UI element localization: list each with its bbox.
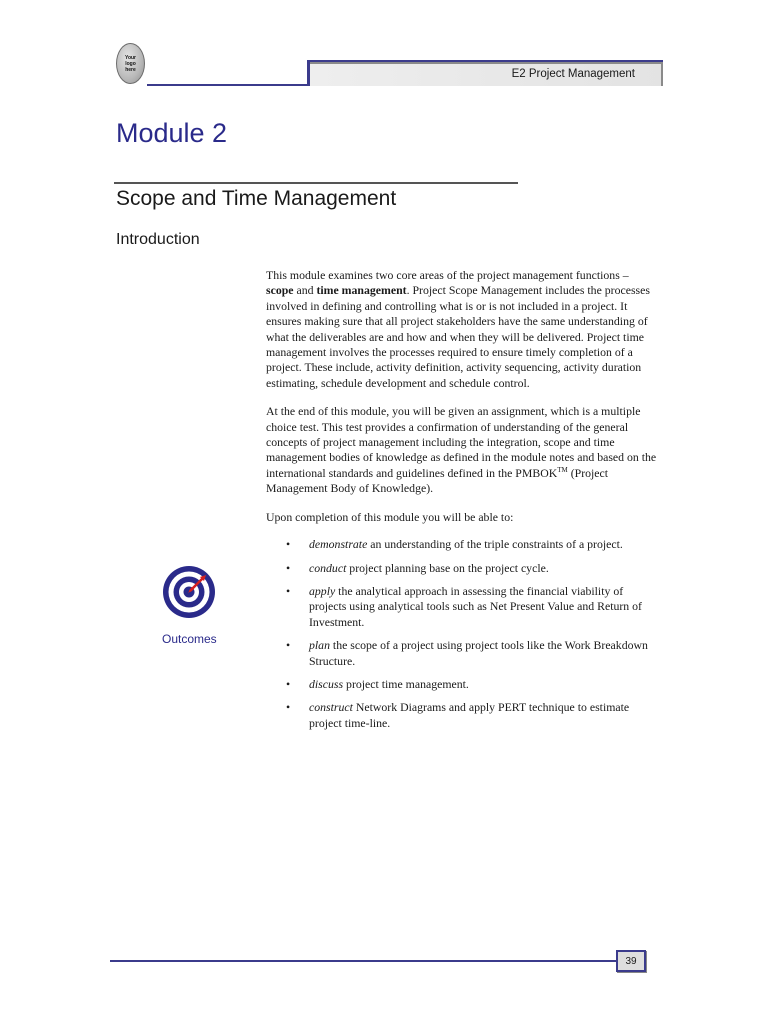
logo-placeholder <box>116 43 145 84</box>
bold-term-scope: scope <box>266 283 294 298</box>
body-text <box>266 268 658 739</box>
target-icon <box>162 565 216 619</box>
outcome-verb: conduct <box>309 560 347 575</box>
outcome-text: the analytical approach in assessing the financial viability of projects using analytical tools such as Net Present Value and Return of Investment. <box>309 583 642 629</box>
trademark-superscript: TM <box>557 465 568 474</box>
list-item <box>266 638 658 669</box>
outcome-verb: apply <box>309 583 336 598</box>
outcome-verb: discuss <box>309 676 344 691</box>
module-title: Module 2 <box>116 118 228 148</box>
intro-paragraph <box>266 268 658 391</box>
text-run: This module examines two core areas of the project management functions – <box>266 268 629 282</box>
title-divider <box>114 182 518 184</box>
outcome-text: project time management. <box>343 676 469 691</box>
outcome-verb: demonstrate <box>309 537 368 552</box>
subsection-title: Introduction <box>116 231 200 248</box>
logo-text-line: logo <box>125 60 136 67</box>
list-item <box>266 700 658 731</box>
outcome-text: an understanding of the triple constraints of a project. <box>367 537 623 552</box>
outcome-verb: plan <box>309 638 330 653</box>
header-banner <box>307 60 663 86</box>
assignment-paragraph <box>266 404 658 496</box>
bullet: • <box>286 638 291 653</box>
running-header-title: E2 Project Management <box>511 68 635 80</box>
outcomes-lead-in: Upon completion of this module you will be able to: <box>266 509 514 524</box>
bullet: • <box>286 700 291 715</box>
header-rule <box>147 84 307 86</box>
bullet: • <box>286 583 291 598</box>
section-title: Scope and Time Management <box>116 187 397 210</box>
list-item <box>266 537 658 552</box>
text-run: and <box>293 283 317 298</box>
logo-text-line: Your <box>124 54 137 61</box>
text-run: (Project Management Body of Knowledge). <box>266 465 609 496</box>
outcome-verb: construct <box>309 700 353 715</box>
outcomes-list <box>266 537 658 731</box>
bold-term-time-management: time management <box>316 283 407 298</box>
list-item <box>266 677 658 692</box>
list-item <box>266 584 658 630</box>
outcomes-label: Outcomes <box>162 632 217 646</box>
outcome-text: Network Diagrams and apply PERT technique to estimate project time-line. <box>309 700 630 730</box>
logo-text-line: here <box>125 66 136 73</box>
bullet: • <box>286 676 291 691</box>
footer-rule <box>110 960 616 962</box>
bullet: • <box>286 537 291 552</box>
text-run: . Project Scope Management includes the processes involved in defining and controlling what is or is not included in a project. It ensures making sure that all project stakeholders have the same understanding of what the deliverables are and how and when they will be delivered. Project time management involves the processes required to ensure timely completion of a project. These include, activity definition, activity sequencing, activity duration estimating, schedule development and schedule control. <box>266 283 650 390</box>
page-number: 39 <box>616 950 646 972</box>
outcome-text: project planning base on the project cycle. <box>346 560 549 575</box>
bullet: • <box>286 560 291 575</box>
text-run: At the end of this module, you will be given an assignment, which is a multiple choice test. This test provides a confirmation of understanding of the general concepts of project management including the integration, scope and time management bodies of knowledge as defined in the module notes and based on the international standards and guidelines defined in the PMBOK <box>266 404 657 480</box>
list-item <box>266 561 658 576</box>
outcome-text: the scope of a project using project tools like the Work Breakdown Structure. <box>309 638 648 668</box>
